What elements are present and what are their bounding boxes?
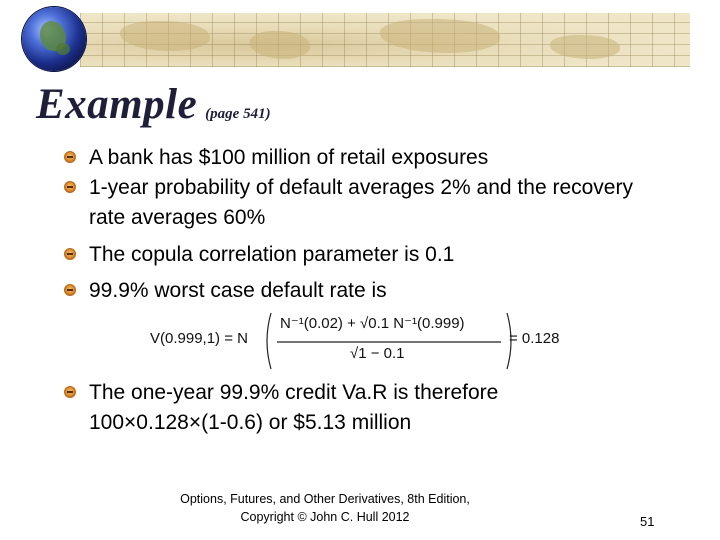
title-page-note: (page 541): [205, 106, 271, 122]
bullet-item-2: [64, 173, 684, 233]
bullet-icon: [64, 284, 76, 296]
bullet-text: The copula correlation parameter is 0.1: [89, 243, 455, 266]
bullet-text: The one-year 99.9% credit Va.R is therefore 100×0.128×(1-0.6) or $5.13 million: [89, 381, 499, 434]
bullet-item-1: [64, 143, 684, 173]
bullet-item-3: [64, 240, 684, 270]
formula-result: = 0.128: [509, 330, 560, 347]
formula-numerator: N⁻¹(0.02) + √0.1 N⁻¹(0.999): [280, 315, 465, 332]
bullet-text: A bank has $100 million of retail exposures: [89, 146, 489, 169]
default-rate-formula: [150, 305, 580, 377]
bullet-item-5: [64, 378, 684, 438]
footer-citation: [130, 490, 520, 526]
globe-icon: [22, 7, 86, 71]
slide-title: [36, 80, 271, 129]
formula-denominator: √1 − 0.1: [350, 345, 405, 362]
bullet-icon: [64, 248, 76, 260]
footer-line-1: Options, Futures, and Other Derivatives, 8th Edition,: [180, 492, 470, 506]
bullet-icon: [64, 181, 76, 193]
footer-line-2: Copyright © John C. Hull 2012: [240, 510, 410, 524]
page-number: 51: [640, 514, 655, 529]
world-map-banner: [80, 13, 690, 67]
bullet-item-4: [64, 276, 684, 306]
bullet-text: 1-year probability of default averages 2% and the recovery rate averages 60%: [89, 176, 633, 229]
bullet-icon: [64, 151, 76, 163]
bullet-text: 99.9% worst case default rate is: [89, 279, 387, 302]
formula-lhs: V(0.999,1) = N: [150, 330, 248, 347]
title-text: Example: [36, 81, 198, 128]
bullet-icon: [64, 386, 76, 398]
